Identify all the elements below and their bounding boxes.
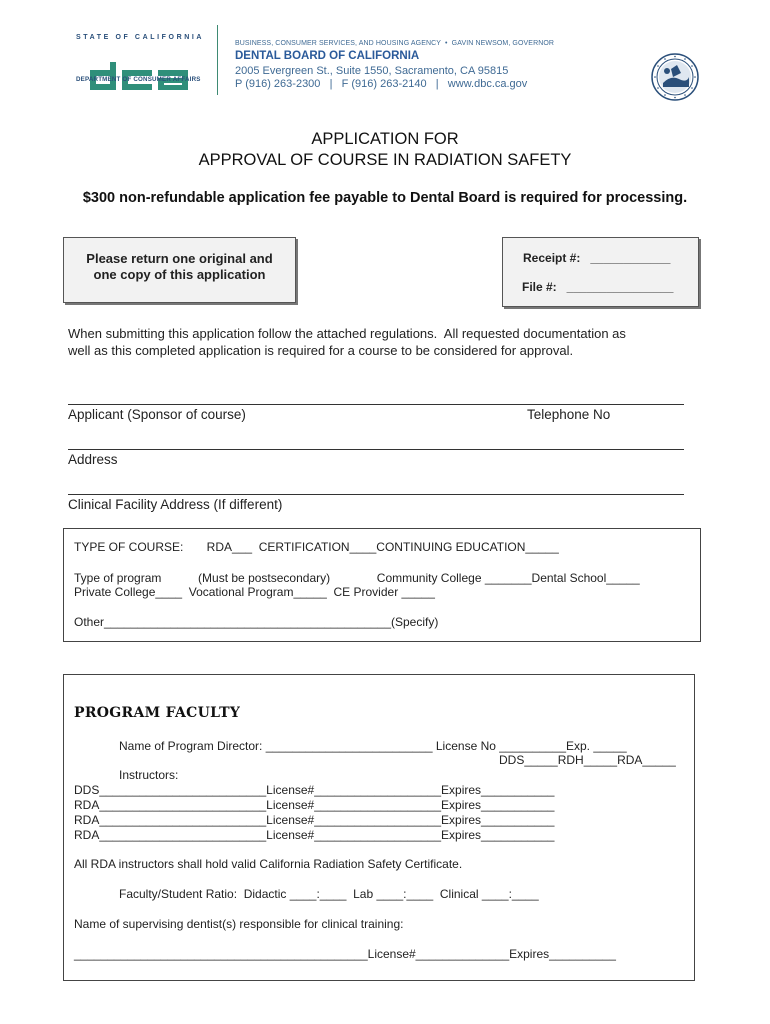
office-use-box xyxy=(502,237,699,307)
instructor-row[interactable]: RDA_________________________License#___________________Expires___________ xyxy=(74,798,555,812)
return-instructions-box xyxy=(63,237,296,303)
instructor-row[interactable]: RDA_________________________License#___________________Expires___________ xyxy=(74,813,555,827)
other-line[interactable]: Other___________________________________________(Specify) xyxy=(74,615,439,629)
file-field[interactable]: File #: ________________ xyxy=(522,280,674,294)
director-line[interactable]: Name of Program Director: _________________________ License No __________Exp. _____ xyxy=(119,739,627,753)
title-line-1: APPLICATION FOR xyxy=(311,130,459,148)
california-state-seal-icon xyxy=(642,35,690,83)
instructions-line-2: well as this completed application is required for a course to be considered for approval. xyxy=(68,343,574,358)
clinical-address-line[interactable] xyxy=(68,494,684,495)
return-line-2: one copy of this application xyxy=(93,267,266,282)
address-label: Address xyxy=(68,452,118,467)
board-name: DENTAL BOARD OF CALIFORNIA xyxy=(235,50,420,62)
program-type-line-2[interactable]: Private College____ Vocational Program_____ CE Provider _____ xyxy=(74,585,435,599)
board-address: 2005 Evergreen St., Suite 1550, Sacramento, CA 95815 xyxy=(235,65,509,77)
agency-line: BUSINESS, CONSUMER SERVICES, AND HOUSING AGENCY • GAVIN NEWSOM, GOVERNOR xyxy=(235,40,555,47)
title-line-2: APPROVAL OF COURSE IN RADIATION SAFETY xyxy=(198,151,572,169)
address-line[interactable] xyxy=(68,449,684,450)
header-divider xyxy=(217,25,218,95)
director-credential-line[interactable]: DDS_____RDH_____RDA_____ xyxy=(499,753,676,767)
return-line-1: Please return one original and xyxy=(86,251,273,266)
clinical-address-label: Clinical Facility Address (If different) xyxy=(68,497,283,512)
fee-notice: $300 non-refundable application fee payable to Dental Board is required for processing. xyxy=(82,190,688,206)
logo-bottom-text: DEPARTMENT OF CONSUMER AFFAIRS xyxy=(76,76,201,83)
supervising-line[interactable]: ____________________________________________License#______________Expires__________ xyxy=(74,947,616,961)
logo-top-text: STATE OF CALIFORNIA xyxy=(76,34,205,41)
telephone-label: Telephone No xyxy=(527,407,611,422)
receipt-field[interactable]: Receipt #: ____________ xyxy=(523,251,671,265)
instructor-row[interactable]: RDA_________________________License#___________________Expires___________ xyxy=(74,828,555,842)
dca-logo xyxy=(77,42,210,97)
instructor-row[interactable]: DDS_________________________License#___________________Expires___________ xyxy=(74,783,555,797)
course-type-line[interactable]: TYPE OF COURSE: RDA___ CERTIFICATION____CONTINUING EDUCATION_____ xyxy=(74,540,559,554)
supervising-label: Name of supervising dentist(s) responsible for clinical training: xyxy=(74,917,404,931)
applicant-label: Applicant (Sponsor of course) xyxy=(68,407,246,422)
ratio-line[interactable]: Faculty/Student Ratio: Didactic ____:____ Lab ____:____ Clinical ____:____ xyxy=(119,887,539,901)
instructors-label: Instructors: xyxy=(119,768,179,782)
board-contact: P (916) 263-2300 | F (916) 263-2140 | www.dbc.ca.gov xyxy=(235,78,528,90)
instructions-line-1: When submitting this application follow the attached regulations. All requested documentation as xyxy=(68,326,626,341)
program-faculty-heading: PROGRAM FACULTY xyxy=(74,705,241,721)
applicant-line[interactable] xyxy=(68,404,684,405)
rda-note: All RDA instructors shall hold valid California Radiation Safety Certificate. xyxy=(74,857,463,871)
program-type-line-1[interactable]: Type of program (Must be postsecondary) Community College _______Dental School_____ xyxy=(74,571,640,585)
